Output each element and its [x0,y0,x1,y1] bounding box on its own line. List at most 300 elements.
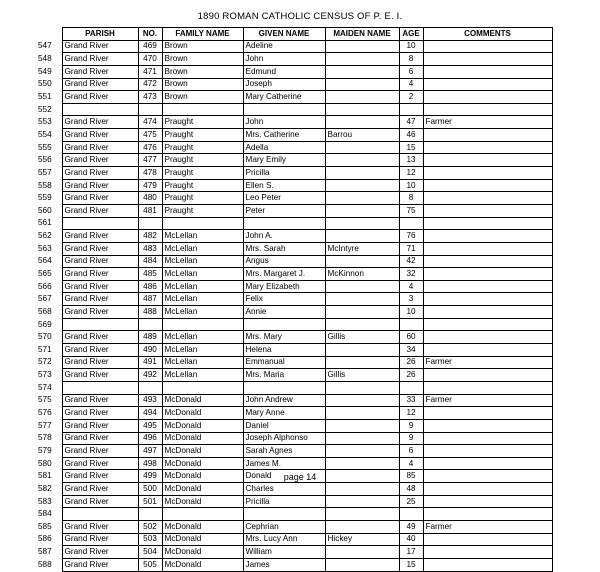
maiden-name-cell: Gillis [325,331,399,344]
comments-cell [423,217,552,230]
column-header-parish: PARISH [62,28,138,41]
row-number: 551 [38,92,52,102]
row-number: 554 [38,129,52,139]
row-number: 547 [38,41,52,51]
table-row [36,167,552,180]
maiden-name-cell [325,40,399,53]
table-row [36,419,552,432]
maiden-name-cell: McIntyre [325,242,399,255]
family-name-cell: McLellan [162,356,243,369]
given-name-cell: Mrs. Margaret J. [243,268,325,281]
given-name-cell: John [243,53,325,66]
row-number: 556 [38,155,52,165]
maiden-name-cell [325,344,399,357]
table-row [36,394,552,407]
parish-cell: Grand River [62,65,138,78]
age-cell: 13 [399,154,423,167]
household-number-cell: 469 [138,40,162,53]
age-cell: 10 [399,179,423,192]
household-number-cell: 485 [138,268,162,281]
row-number: 574 [38,382,52,392]
given-name-cell [243,508,325,521]
maiden-name-cell [325,65,399,78]
family-name-cell: McLellan [162,293,243,306]
household-number-cell: 476 [138,141,162,154]
given-name-cell: William [243,546,325,559]
family-name-cell [162,381,243,394]
table-row [36,78,552,91]
given-name-cell: Angus [243,255,325,268]
given-name-cell: Mary Elizabeth [243,280,325,293]
table-row [36,558,552,571]
maiden-name-cell [325,508,399,521]
comments-cell [423,331,552,344]
family-name-cell: McLellan [162,268,243,281]
given-name-cell: Mrs. Lucy Ann [243,533,325,546]
comments-cell [423,103,552,116]
maiden-name-cell [325,318,399,331]
parish-cell: Grand River [62,280,138,293]
maiden-name-cell [325,141,399,154]
family-name-cell: Praught [162,116,243,129]
household-number-cell: 494 [138,407,162,420]
document-title: 1890 ROMAN CATHOLIC CENSUS OF P. E. I. [197,11,403,22]
given-name-cell [243,381,325,394]
given-name-cell: Mrs. Sarah [243,242,325,255]
household-number-cell: 480 [138,192,162,205]
household-number-cell: 472 [138,78,162,91]
household-number-cell: 492 [138,369,162,382]
given-name-cell: James [243,558,325,571]
maiden-name-cell [325,394,399,407]
age-cell: 85 [399,470,423,483]
given-name-cell: Felix [243,293,325,306]
maiden-name-cell [325,546,399,559]
age-cell [399,103,423,116]
parish-cell: Grand River [62,344,138,357]
comments-cell: Farmer [423,116,552,129]
row-number: 575 [38,395,52,405]
row-number: 573 [38,370,52,380]
given-name-cell: James M. [243,457,325,470]
comments-cell [423,533,552,546]
census-table-body [36,40,552,571]
column-header-given-name: GIVEN NAME [243,28,325,41]
age-cell: 10 [399,40,423,53]
household-number-cell: 491 [138,356,162,369]
household-number-cell: 499 [138,470,162,483]
row-number: 562 [38,231,52,241]
table-row [36,154,552,167]
family-name-cell: McLellan [162,369,243,382]
given-name-cell: Mary Anne [243,407,325,420]
row-number: 548 [38,54,52,64]
parish-cell: Grand River [62,230,138,243]
table-row [36,40,552,53]
household-number-cell: 490 [138,344,162,357]
family-name-cell: McDonald [162,483,243,496]
row-number: 586 [38,534,52,544]
given-name-cell [243,217,325,230]
age-cell: 49 [399,520,423,533]
table-row [36,520,552,533]
family-name-cell: McDonald [162,470,243,483]
maiden-name-cell [325,483,399,496]
comments-cell [423,280,552,293]
family-name-cell: Brown [162,53,243,66]
age-cell: 48 [399,483,423,496]
table-row [36,242,552,255]
age-cell: 3 [399,293,423,306]
age-cell: 4 [399,280,423,293]
family-name-cell: McLellan [162,255,243,268]
family-name-cell: McDonald [162,394,243,407]
comments-cell [423,344,552,357]
household-number-cell: 479 [138,179,162,192]
table-row [36,293,552,306]
maiden-name-cell [325,381,399,394]
parish-cell: Grand River [62,78,138,91]
row-number: 579 [38,445,52,455]
household-number-cell: 505 [138,558,162,571]
given-name-cell: John A. [243,230,325,243]
parish-cell: Grand River [62,268,138,281]
table-row [36,445,552,458]
given-name-cell: Adella [243,141,325,154]
row-number: 569 [38,319,52,329]
maiden-name-cell [325,495,399,508]
household-number-cell: 503 [138,533,162,546]
given-name-cell: Cephrian [243,520,325,533]
parish-cell: Grand River [62,419,138,432]
comments-cell [423,167,552,180]
table-row [36,381,552,394]
table-row [36,407,552,420]
family-name-cell: McLellan [162,230,243,243]
comments-cell [423,558,552,571]
parish-cell [62,508,138,521]
row-number: 561 [38,218,52,228]
parish-cell: Grand River [62,255,138,268]
age-cell: 47 [399,116,423,129]
row-number: 576 [38,408,52,418]
age-cell: 76 [399,230,423,243]
given-name-cell: John Andrew [243,394,325,407]
age-cell: 33 [399,394,423,407]
parish-cell: Grand River [62,306,138,319]
row-number: 550 [38,79,52,89]
family-name-cell: Brown [162,91,243,104]
parish-cell: Grand River [62,129,138,142]
row-number: 577 [38,420,52,430]
comments-cell [423,65,552,78]
given-name-cell: Daniel [243,419,325,432]
family-name-cell: McLellan [162,306,243,319]
given-name-cell: Charles [243,483,325,496]
row-number: 587 [38,547,52,557]
family-name-cell: Praught [162,154,243,167]
maiden-name-cell [325,217,399,230]
given-name-cell [243,318,325,331]
table-row [36,230,552,243]
comments-cell [423,53,552,66]
row-number: 557 [38,167,52,177]
row-number: 581 [38,471,52,481]
comments-cell [423,129,552,142]
given-name-cell: Helena [243,344,325,357]
parish-cell: Grand River [62,116,138,129]
given-name-cell: Ellen S. [243,179,325,192]
parish-cell: Grand River [62,242,138,255]
household-number-cell: 477 [138,154,162,167]
family-name-cell: Brown [162,78,243,91]
comments-cell [423,419,552,432]
age-cell: 26 [399,369,423,382]
comments-cell [423,407,552,420]
row-number: 572 [38,357,52,367]
maiden-name-cell: Hickey [325,533,399,546]
family-name-cell: McDonald [162,546,243,559]
age-cell: 17 [399,546,423,559]
comments-cell [423,483,552,496]
maiden-name-cell [325,179,399,192]
table-row [36,91,552,104]
age-cell [399,508,423,521]
given-name-cell: Peter [243,204,325,217]
maiden-name-cell [325,306,399,319]
age-cell: 8 [399,53,423,66]
row-number: 567 [38,294,52,304]
comments-cell [423,255,552,268]
maiden-name-cell: Barrou [325,129,399,142]
parish-cell: Grand River [62,520,138,533]
table-row [36,192,552,205]
comments-cell [423,546,552,559]
household-number-cell: 504 [138,546,162,559]
row-number: 568 [38,306,52,316]
row-number: 558 [38,180,52,190]
family-name-cell: McDonald [162,407,243,420]
family-name-cell: McLellan [162,280,243,293]
parish-cell: Grand River [62,91,138,104]
table-row [36,331,552,344]
table-row [36,495,552,508]
maiden-name-cell [325,457,399,470]
household-number-cell: 486 [138,280,162,293]
given-name-cell: Mary Emily [243,154,325,167]
comments-cell [423,432,552,445]
table-row [36,268,552,281]
comments-cell [423,179,552,192]
row-number: 583 [38,496,52,506]
maiden-name-cell [325,204,399,217]
age-cell: 40 [399,533,423,546]
comments-cell [423,495,552,508]
household-number-cell [138,381,162,394]
given-name-cell: Donald [243,470,325,483]
parish-cell: Grand River [62,470,138,483]
table-row [36,318,552,331]
comments-cell [423,192,552,205]
maiden-name-cell [325,167,399,180]
comments-cell [423,154,552,167]
maiden-name-cell: Gillis [325,369,399,382]
table-row [36,508,552,521]
comments-cell [423,457,552,470]
age-cell: 34 [399,344,423,357]
family-name-cell: Praught [162,192,243,205]
family-name-cell: Brown [162,65,243,78]
age-cell: 2 [399,91,423,104]
parish-cell: Grand River [62,483,138,496]
household-number-cell: 489 [138,331,162,344]
family-name-cell: Praught [162,141,243,154]
household-number-cell [138,217,162,230]
row-number: 552 [38,104,52,114]
table-row [36,344,552,357]
row-number: 555 [38,142,52,152]
parish-cell: Grand River [62,394,138,407]
maiden-name-cell [325,255,399,268]
parish-cell: Grand River [62,533,138,546]
comments-cell [423,508,552,521]
household-number-cell: 478 [138,167,162,180]
family-name-cell [162,217,243,230]
age-cell: 8 [399,192,423,205]
row-number: 565 [38,268,52,278]
table-row [36,280,552,293]
maiden-name-cell [325,116,399,129]
parish-cell: Grand River [62,457,138,470]
given-name-cell: Emmanual [243,356,325,369]
given-name-cell: Adeline [243,40,325,53]
row-number-header [36,28,62,41]
age-cell: 6 [399,445,423,458]
given-name-cell: Joseph Alphonso [243,432,325,445]
table-row [36,432,552,445]
maiden-name-cell [325,432,399,445]
row-number: 584 [38,509,52,519]
family-name-cell [162,508,243,521]
age-cell: 4 [399,457,423,470]
comments-cell [423,306,552,319]
comments-cell [423,91,552,104]
household-number-cell: 487 [138,293,162,306]
household-number-cell: 470 [138,53,162,66]
parish-cell: Grand River [62,179,138,192]
household-number-cell: 498 [138,457,162,470]
age-cell: 42 [399,255,423,268]
column-header-no: NO. [138,28,162,41]
family-name-cell: Praught [162,167,243,180]
household-number-cell: 482 [138,230,162,243]
age-cell: 60 [399,331,423,344]
household-number-cell: 474 [138,116,162,129]
comments-cell [423,204,552,217]
row-number: 580 [38,458,52,468]
age-cell: 15 [399,141,423,154]
table-row [36,356,552,369]
comments-cell [423,369,552,382]
row-number: 570 [38,332,52,342]
comments-cell [423,78,552,91]
column-header-maiden-name: MAIDEN NAME [325,28,399,41]
family-name-cell: Brown [162,40,243,53]
age-cell [399,318,423,331]
comments-cell [423,268,552,281]
parish-cell: Grand River [62,293,138,306]
column-header-age: AGE [399,28,423,41]
family-name-cell: Praught [162,179,243,192]
parish-cell: Grand River [62,356,138,369]
household-number-cell: 481 [138,204,162,217]
comments-cell [423,40,552,53]
family-name-cell: McDonald [162,533,243,546]
household-number-cell: 495 [138,419,162,432]
given-name-cell: Mrs. Catherine [243,129,325,142]
parish-cell [62,103,138,116]
row-number: 563 [38,243,52,253]
household-number-cell: 496 [138,432,162,445]
row-number: 588 [38,559,52,569]
table-row [36,217,552,230]
comments-cell [423,293,552,306]
row-number: 553 [38,117,52,127]
parish-cell: Grand River [62,558,138,571]
maiden-name-cell [325,445,399,458]
age-cell: 26 [399,356,423,369]
maiden-name-cell [325,356,399,369]
maiden-name-cell [325,192,399,205]
age-cell: 9 [399,432,423,445]
maiden-name-cell [325,419,399,432]
household-number-cell [138,318,162,331]
maiden-name-cell [325,53,399,66]
parish-cell [62,217,138,230]
age-cell: 32 [399,268,423,281]
maiden-name-cell [325,293,399,306]
row-number: 560 [38,205,52,215]
parish-cell: Grand River [62,432,138,445]
household-number-cell: 471 [138,65,162,78]
age-cell: 9 [399,419,423,432]
family-name-cell: McLellan [162,242,243,255]
census-table [36,27,553,572]
parish-cell: Grand River [62,495,138,508]
row-number: 549 [38,66,52,76]
table-row [36,204,552,217]
row-number: 564 [38,256,52,266]
table-row [36,483,552,496]
parish-cell: Grand River [62,154,138,167]
parish-cell [62,381,138,394]
maiden-name-cell [325,91,399,104]
comments-cell: Farmer [423,356,552,369]
comments-cell [423,445,552,458]
household-number-cell: 483 [138,242,162,255]
maiden-name-cell [325,558,399,571]
given-name-cell: Pricilla [243,167,325,180]
comments-cell [423,318,552,331]
table-row [36,255,552,268]
comments-cell [423,141,552,154]
parish-cell [62,318,138,331]
household-number-cell: 497 [138,445,162,458]
given-name-cell [243,103,325,116]
age-cell: 71 [399,242,423,255]
parish-cell: Grand River [62,204,138,217]
table-row [36,65,552,78]
